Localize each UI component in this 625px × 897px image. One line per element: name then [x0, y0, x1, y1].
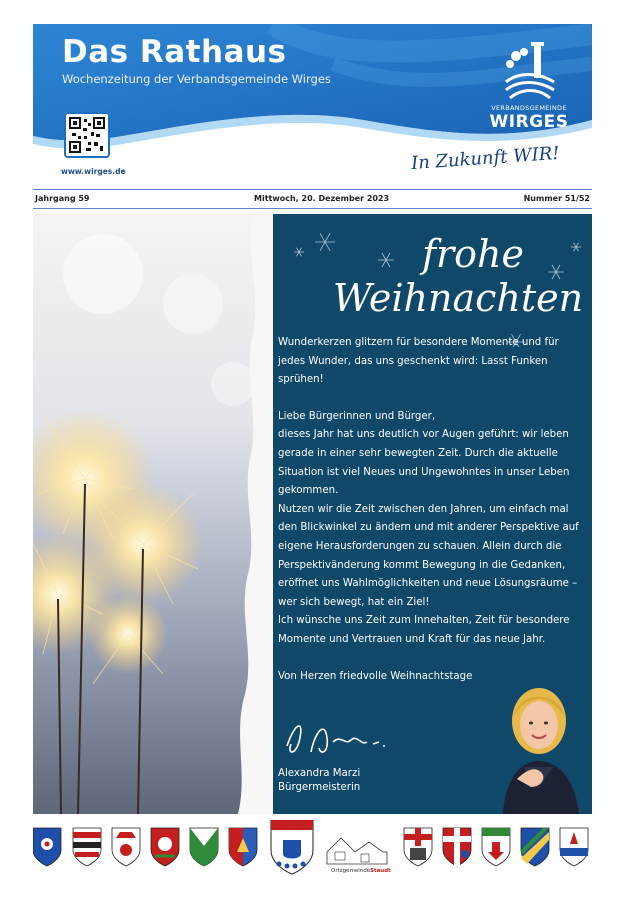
website-link[interactable]: www.wirges.de — [61, 167, 126, 176]
crest-8-icon — [404, 828, 432, 866]
newspaper-title: Das Rathaus — [62, 34, 287, 70]
greeting-line-1: frohe — [421, 232, 525, 276]
logo-big-text: WIRGES — [489, 112, 569, 132]
handwritten-signature — [281, 712, 391, 762]
masthead — [33, 24, 592, 189]
letter-salutation: Liebe Bürgerinnen und Bürger, — [278, 410, 436, 422]
crest-5-icon — [190, 828, 218, 866]
logo-emblem-icon — [488, 38, 570, 104]
crest-9-icon — [443, 828, 471, 866]
letter-para-2: Nutzen wir die Zeit zwischen den Jahren, um einfach mal den Blickwinkel zu ändern und mit anderer Perspektive auf eigene Herausforderungen zu schauen. Allein durch die Perspektivänderung kommt Bewegung in die Gedanken, eröffnet uns Wahlmöglichkeiten und neue Lösungsräume – wer sich bewegt, hat ein Ziel! — [278, 503, 579, 608]
volume-label: Jahrgang 59 — [35, 194, 90, 203]
sparkler-photo — [33, 214, 273, 814]
wirges-logo — [488, 38, 570, 130]
signer-role: Bürgermeisterin — [278, 782, 361, 793]
crest-11-icon — [521, 828, 549, 866]
crest-7-icon — [271, 820, 313, 874]
christmas-card — [33, 214, 592, 814]
municipality-crests — [33, 820, 592, 880]
letter-para-1: dieses Jahr hat uns deutlich vor Augen geführt: wir leben gerade in einer sehr bewegten Zeit. Durch die aktuelle Situation ist viel Neues und Ungewohntes in unser Leben gekommen. — [278, 429, 570, 497]
slogan: In Zukunft WIR! — [410, 142, 561, 175]
mayor-portrait — [483, 669, 592, 814]
crest-4-icon — [151, 828, 179, 866]
qr-code[interactable] — [64, 112, 110, 158]
issue-info-bar — [33, 189, 592, 209]
logo-small-text: VERBANDSGEMEINDE — [491, 104, 567, 112]
letter-para-3: Ich wünsche uns Zeit zum Innehalten, Zeit für besondere Momente und Vertrauen und Kraft für das neue Jahr. — [278, 615, 570, 645]
crest-10-icon — [482, 828, 510, 866]
crest-1-icon — [33, 828, 61, 866]
crest-staudt — [327, 838, 391, 874]
qr-code-icon — [64, 112, 110, 158]
greeting-line-2: Weihnachten — [332, 276, 584, 320]
issue-date: Mittwoch, 20. Dezember 2023 — [254, 194, 390, 203]
crest-6-icon — [229, 828, 257, 866]
signer-name: Alexandra Marzi — [278, 768, 361, 779]
letter-body — [278, 334, 583, 686]
letter-intro: Wunderkerzen glitzern für besondere Momente und für jedes Wunder, das uns geschenkt wird: Lasst Funken sprühen! — [278, 337, 559, 386]
crest-2-icon — [73, 828, 101, 866]
staudt-label-1: Ortsgemeinde — [331, 868, 371, 874]
greeting-heading — [323, 232, 592, 320]
newspaper-subtitle: Wochenzeitung der Verbandsgemeinde Wirges — [62, 72, 331, 86]
staudt-label-2: Staudt — [370, 868, 391, 874]
signature-block — [278, 767, 360, 795]
letter-closing: Von Herzen friedvolle Weihnachtstage — [278, 670, 473, 682]
crest-12-icon — [560, 828, 588, 866]
issue-number: Nummer 51/52 — [523, 194, 590, 203]
crest-3-icon — [112, 828, 140, 866]
